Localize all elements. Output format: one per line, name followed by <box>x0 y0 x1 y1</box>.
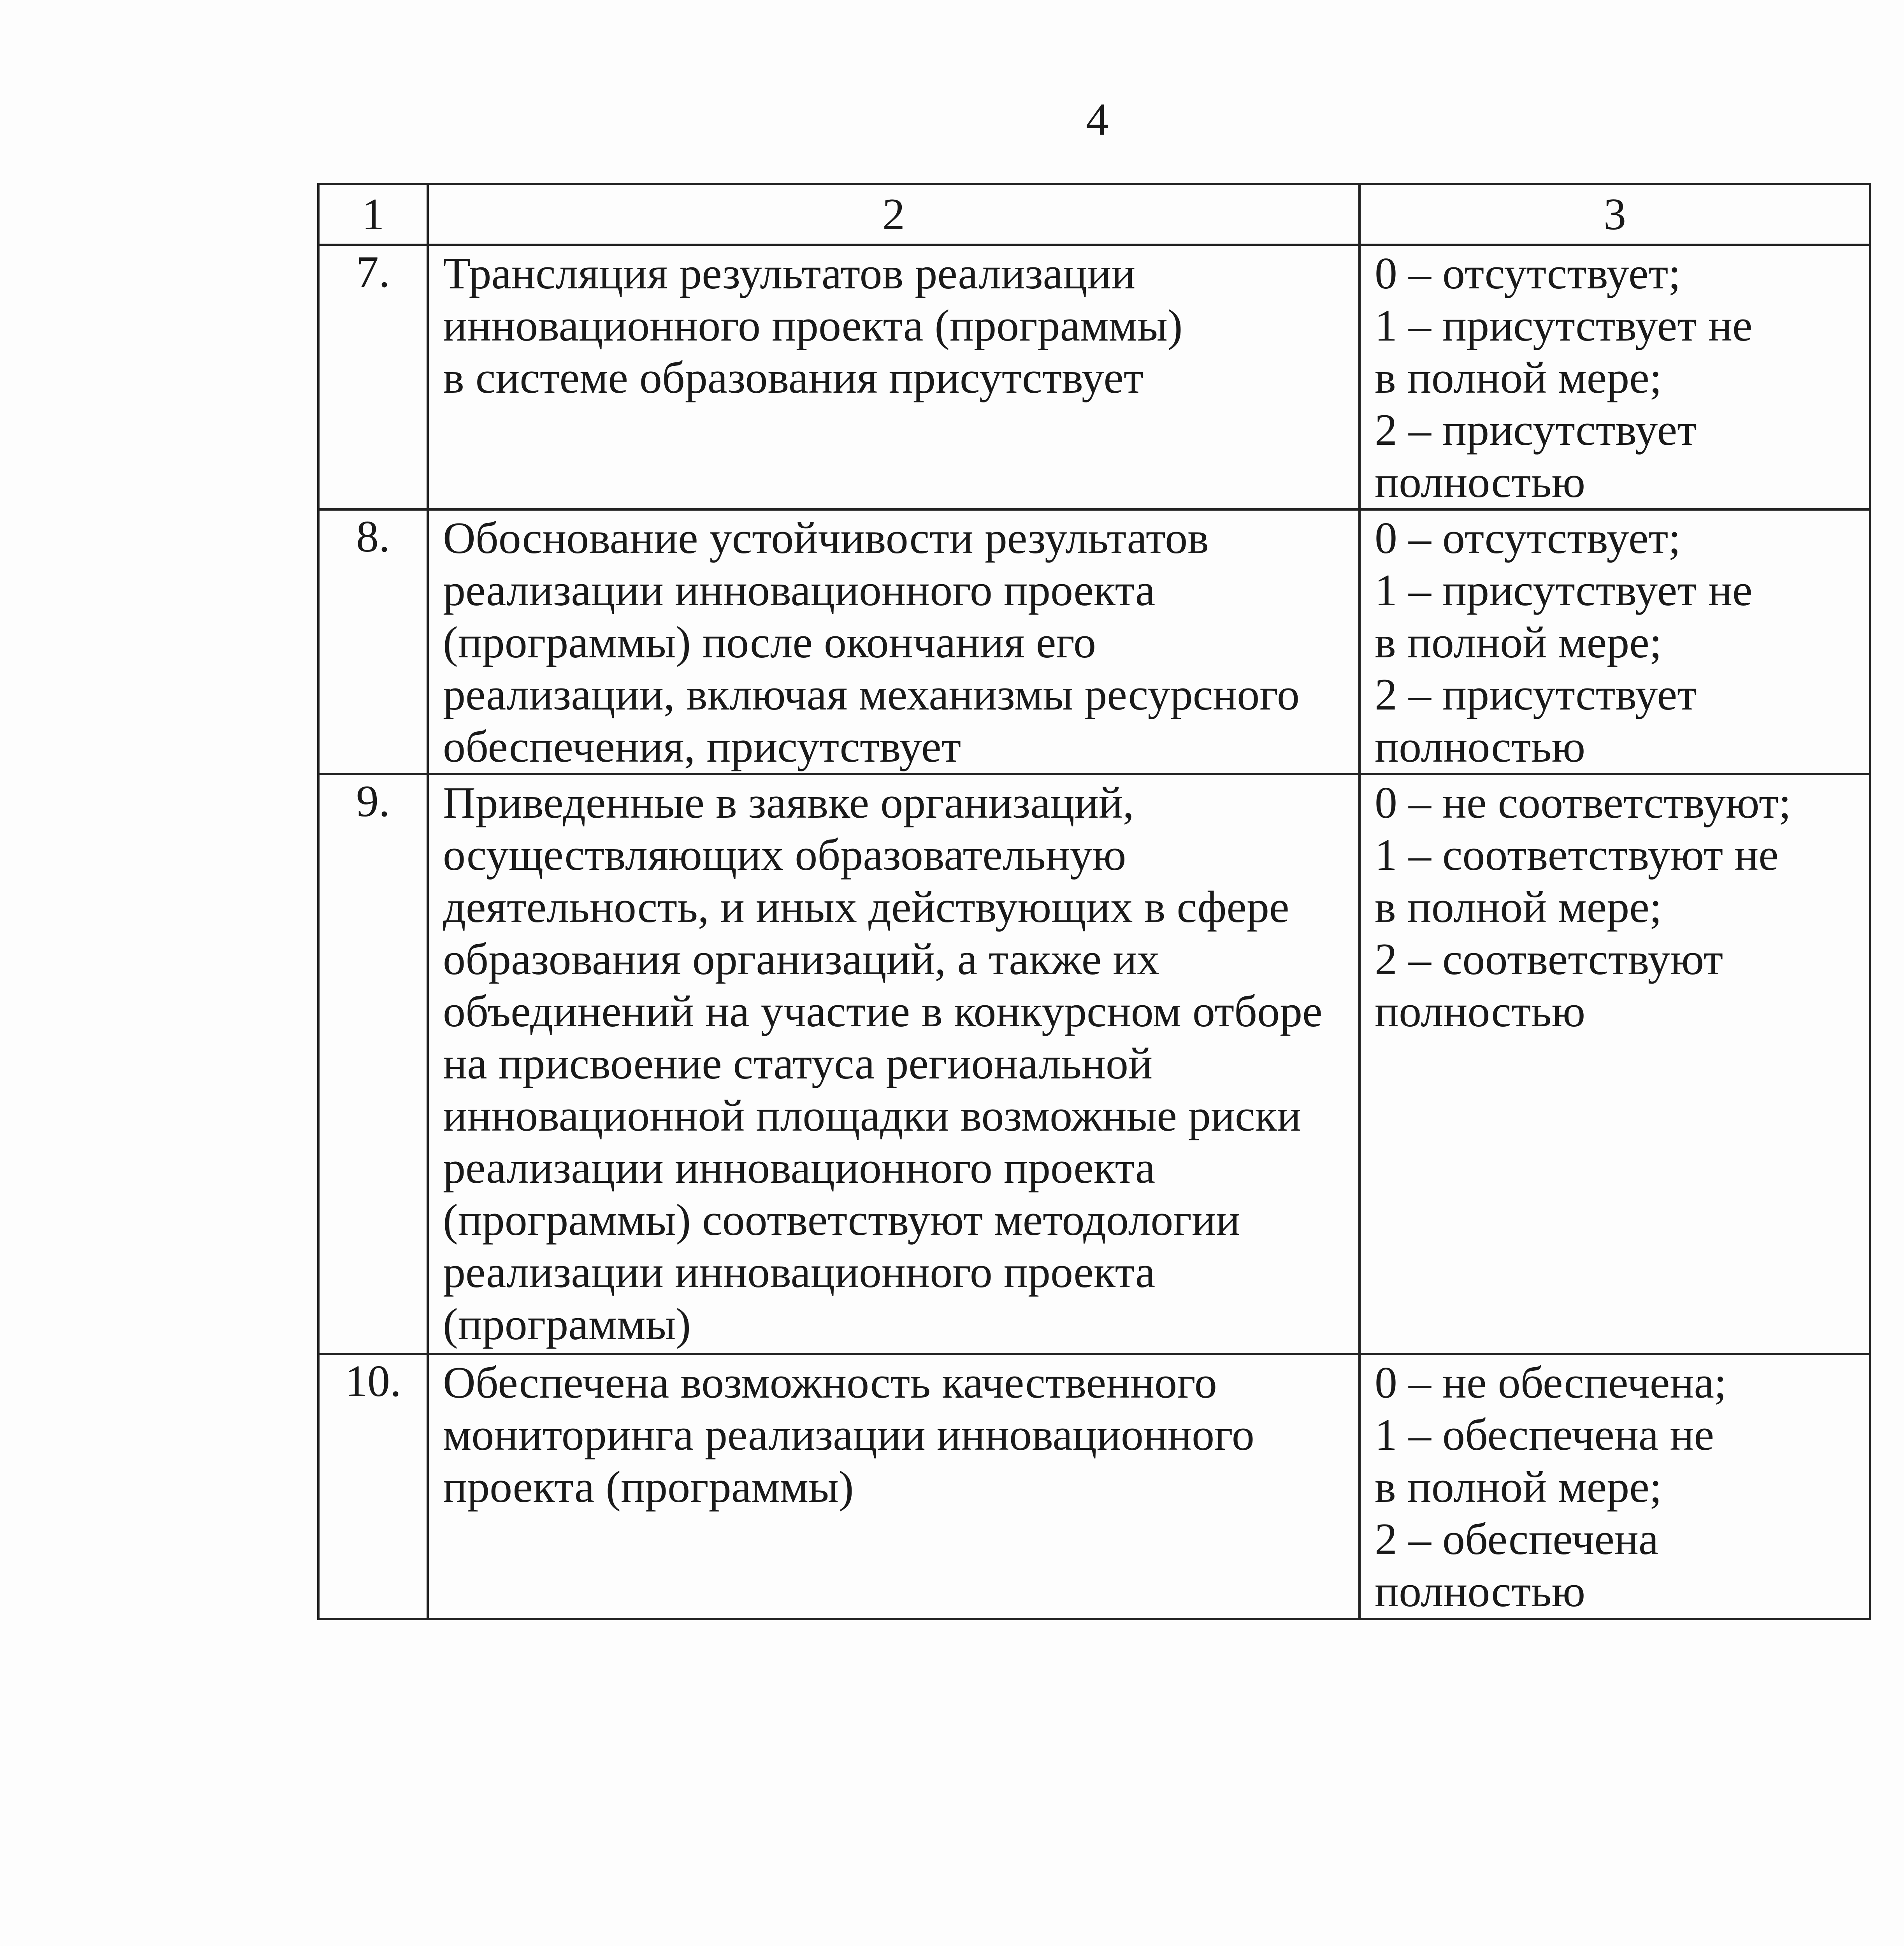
row-number: 9. <box>318 774 428 1354</box>
criterion-text: Обоснование устойчивости результатов реализации инновационного проекта (программы) после окончания его реализации, включая механизмы ресурсного обеспечения, присутствует <box>428 509 1359 774</box>
table-header-row <box>318 184 1870 245</box>
criterion-text: Обеспечена возможность качественного мониторинга реализации инновационного проекта (программы) <box>428 1354 1359 1619</box>
table-row <box>318 1354 1870 1619</box>
row-number: 10. <box>318 1354 428 1619</box>
table-row <box>318 509 1870 774</box>
header-col-2: 2 <box>428 184 1359 245</box>
criterion-text: Приведенные в заявке организаций, осуществляющих образовательную деятельность, и иных действующих в сфере образования организаций, а также их объединений на участие в конкурсном отборе на присвоение статуса региональной инновационной площадки возможные риски реализации инновационного проекта (программы) соответствуют методологии реализации инновационного проекта (программы) <box>428 774 1359 1354</box>
scale-text: 0 – не соответствуют; 1 – соответствуют не в полной мере; 2 – соответствуют полностью <box>1359 774 1870 1354</box>
header-col-1: 1 <box>318 184 428 245</box>
table-row <box>318 245 1870 509</box>
row-number: 7. <box>318 245 428 509</box>
scale-text: 0 – отсутствует; 1 – присутствует не в полной мере; 2 – присутствует полностью <box>1359 509 1870 774</box>
page-number: 4 <box>1086 94 1109 145</box>
table-row <box>318 774 1870 1354</box>
criterion-text: Трансляция результатов реализации инновационного проекта (программы) в системе образования присутствует <box>428 245 1359 509</box>
scale-text: 0 – не обеспечена; 1 – обеспечена не в полной мере; 2 – обеспечена полностью <box>1359 1354 1870 1619</box>
header-col-3: 3 <box>1359 184 1870 245</box>
row-number: 8. <box>318 509 428 774</box>
scale-text: 0 – отсутствует; 1 – присутствует не в полной мере; 2 – присутствует полностью <box>1359 245 1870 509</box>
criteria-table <box>317 183 1871 1620</box>
